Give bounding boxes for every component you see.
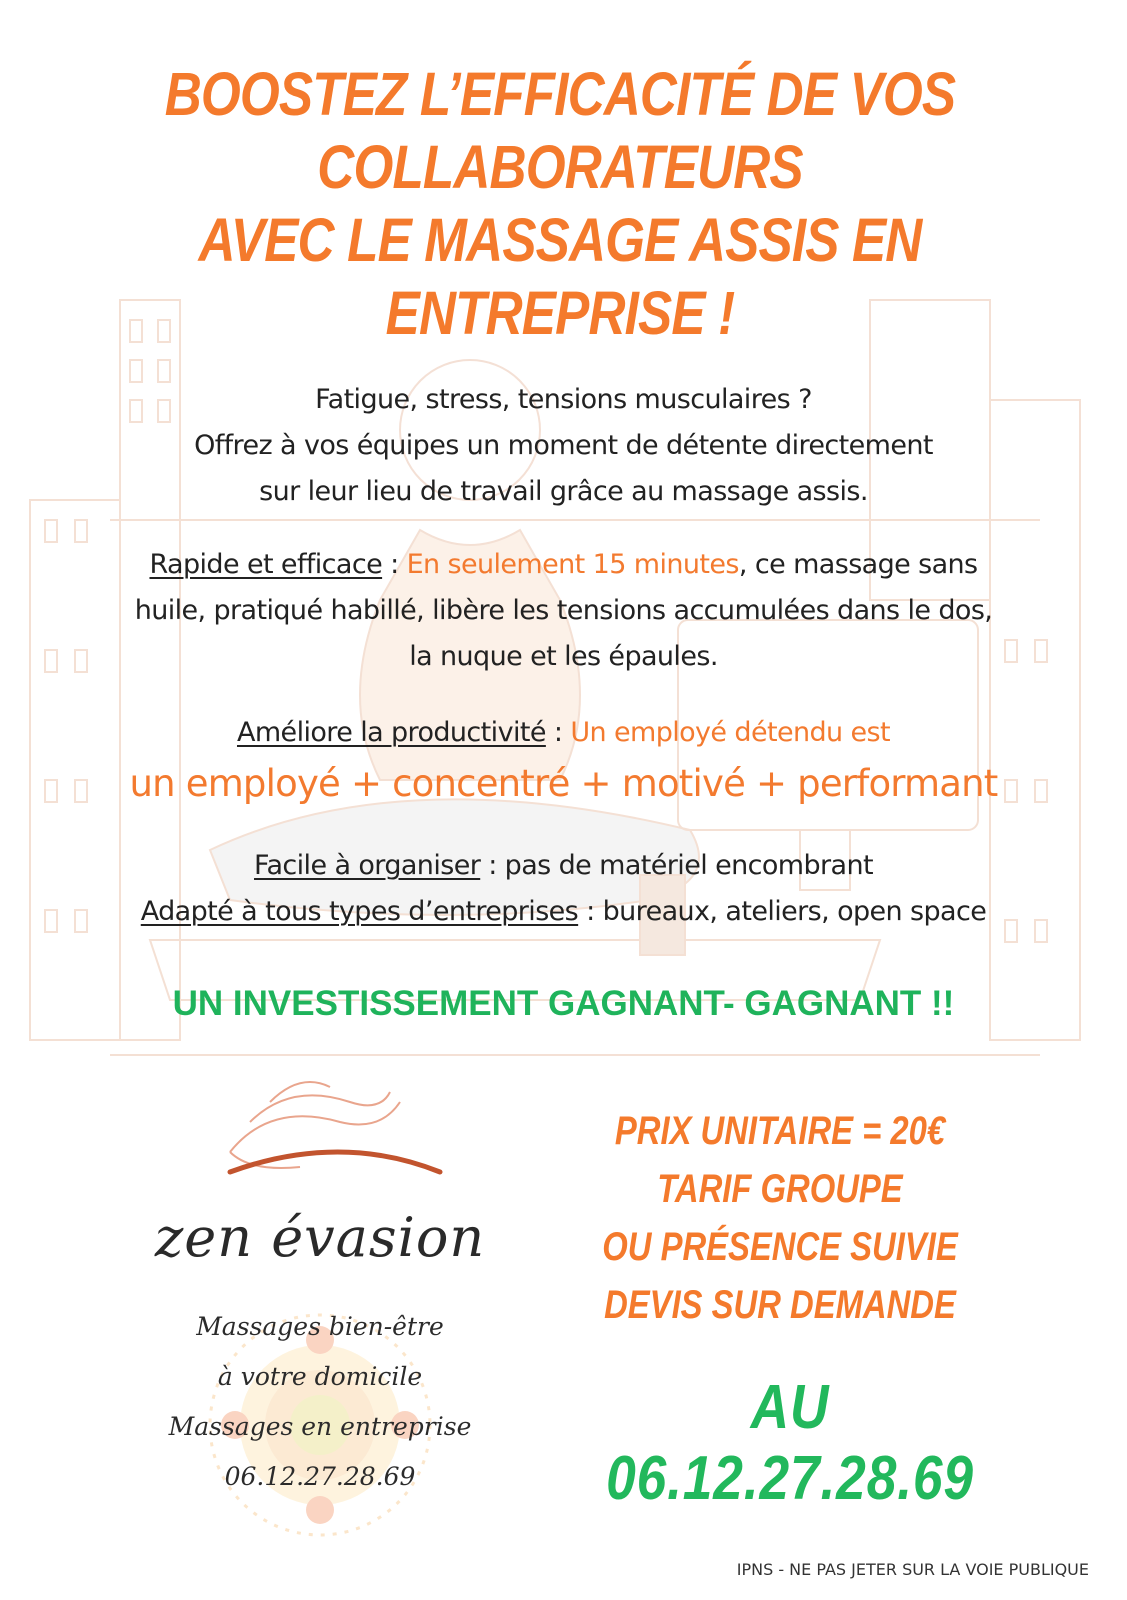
headline-line-3: AVEC LE MASSAGE ASSIS EN	[198, 206, 922, 274]
rapid-label: Rapide et efficace	[149, 549, 383, 580]
pricing-block	[600, 1102, 961, 1334]
price-line-3: OU PRÉSENCE SUIVIE	[602, 1225, 958, 1269]
intro-line-1: Fatigue, stress, tensions musculaires ?	[315, 384, 812, 415]
rapid-line-3: la nuque et les épaules.	[409, 641, 718, 672]
slogan: UN INVESTISSEMENT GAGNANT- GAGNANT !!	[172, 984, 955, 1023]
intro-line-2: Offrez à vos équipes un moment de détente directement	[194, 430, 933, 461]
rapid-highlight: En seulement 15 minutes	[406, 549, 739, 580]
headline	[140, 58, 980, 350]
rapid-rest: , ce massage sans	[738, 549, 978, 580]
tagline-line-2: à votre domicile	[217, 1362, 423, 1391]
rapid-paragraph	[40, 542, 1087, 680]
rapid-sep: :	[382, 549, 407, 580]
productivity-big: un employé + concentré + motivé + performant	[129, 762, 998, 805]
intro-line-3: sur leur lieu de travail grâce au massage assis.	[259, 476, 868, 507]
brand-tagline	[60, 1302, 580, 1502]
organize-text-1: : pas de matériel encombrant	[480, 850, 873, 881]
price-line-2: TARIF GROUPE	[657, 1167, 903, 1211]
tagline-phone: 06.12.27.28.69	[224, 1462, 416, 1491]
headline-line-4: ENTREPRISE !	[385, 279, 735, 347]
organize-paragraph	[40, 843, 1087, 935]
rapid-line-2: huile, pratiqué habillé, libère les tensions accumulées dans le dos,	[134, 595, 993, 626]
productivity-paragraph	[40, 710, 1087, 812]
organize-label-1: Facile à organiser	[254, 850, 481, 881]
massage-hands-icon	[190, 1062, 470, 1202]
intro-paragraph	[40, 377, 1087, 515]
price-line-1: PRIX UNITAIRE = 20€	[614, 1109, 946, 1153]
tagline-line-3: Massages en entreprise	[168, 1412, 472, 1441]
headline-line-2: COLLABORATEURS	[317, 133, 803, 201]
productivity-sep: :	[545, 717, 571, 748]
footer-note: IPNS - NE PAS JETER SUR LA VOIE PUBLIQUE	[736, 1560, 1089, 1579]
organize-text-2: : bureaux, ateliers, open space	[578, 896, 987, 927]
price-line-4: DEVIS SUR DEMANDE	[604, 1283, 956, 1327]
brand-name: zen évasion	[154, 1206, 486, 1269]
organize-label-2: Adapté à tous types d’entreprises	[140, 896, 579, 927]
contact-phone: AU 06.12.27.28.69	[606, 1373, 974, 1513]
productivity-label: Améliore la productivité	[236, 717, 546, 748]
productivity-highlight: Un employé détendu est	[570, 717, 890, 748]
tagline-line-1: Massages bien-être	[196, 1312, 444, 1341]
headline-line-1: BOOSTEZ L’EFFICACITÉ DE VOS	[164, 60, 956, 128]
